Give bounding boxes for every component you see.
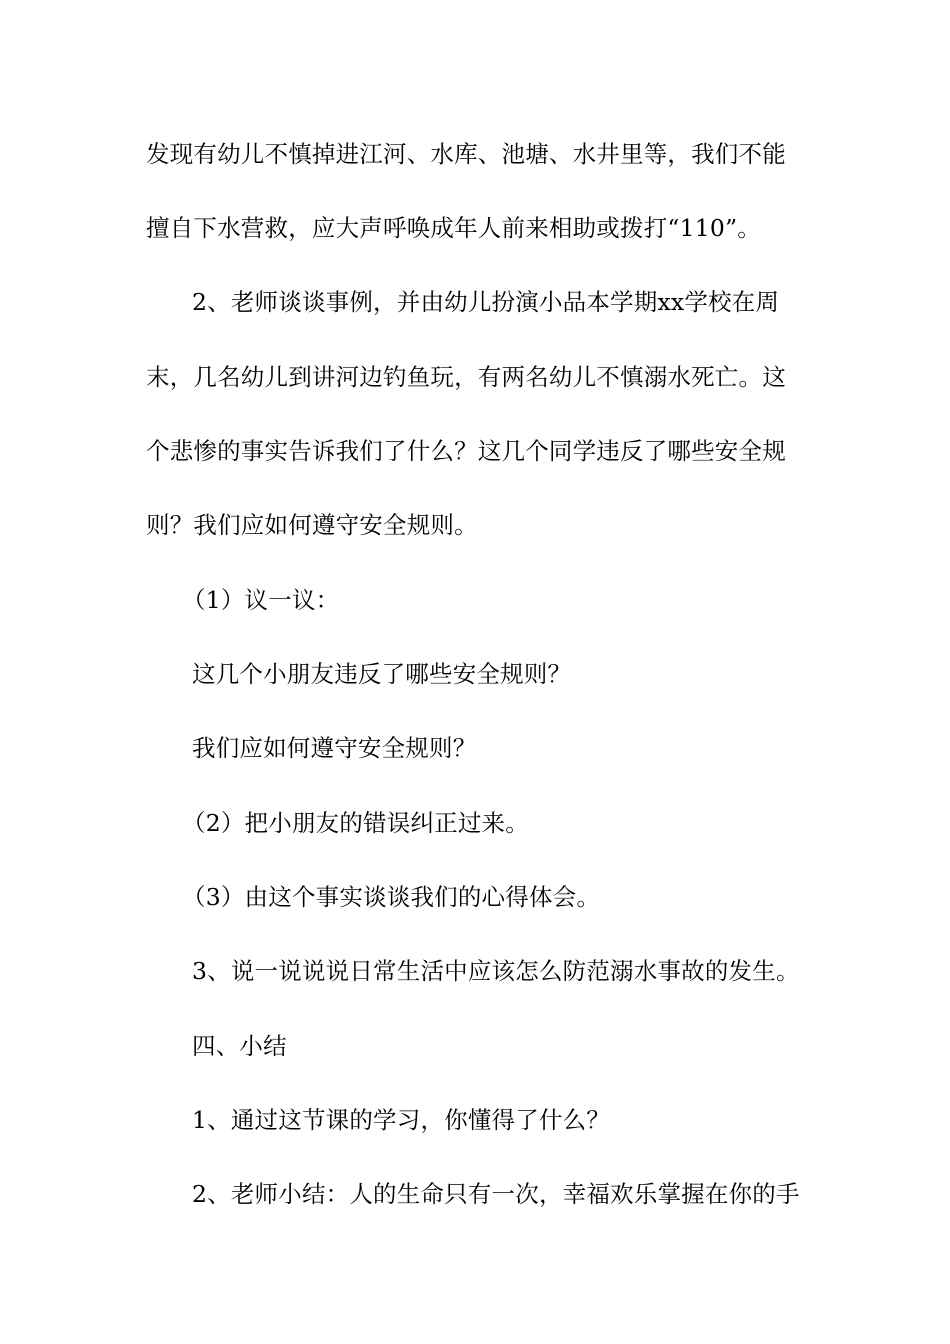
paragraph-line: （2）把小朋友的错误纠正过来。 <box>182 809 529 837</box>
paragraph-line: （1）议一议： <box>182 586 340 614</box>
section-heading: 四、小结 <box>192 1032 287 1060</box>
paragraph-line: 2、老师谈谈事例，并由幼儿扮演小品本学期xx学校在周 <box>192 288 780 316</box>
paragraph-line: 末，几名幼儿到讲河边钓鱼玩，有两名幼儿不慎溺水死亡。这 <box>146 363 786 391</box>
paragraph-line: 擅自下水营救，应大声呼唤成年人前来相助或拨打“110”。 <box>146 214 761 242</box>
paragraph-line: 我们应如何遵守安全规则？ <box>192 734 477 762</box>
paragraph-line: 个悲惨的事实告诉我们了什么？这几个同学违反了哪些安全规 <box>146 437 786 465</box>
paragraph-line: （3）由这个事实谈谈我们的心得体会。 <box>182 883 601 911</box>
paragraph-line: 这几个小朋友违反了哪些安全规则？ <box>192 660 572 688</box>
paragraph-line: 发现有幼儿不慎掉进江河、水库、池塘、水井里等，我们不能 <box>146 140 786 168</box>
paragraph-line: 3、说一说说说日常生活中应该怎么防范溺水事故的发生。 <box>192 957 800 985</box>
paragraph-line: 1、通过这节课的学习，你懂得了什么？ <box>192 1106 611 1134</box>
paragraph-line: 则？我们应如何遵守安全规则。 <box>146 511 478 539</box>
paragraph-line: 2、老师小结：人的生命只有一次，幸福欢乐掌握在你的手 <box>192 1180 800 1208</box>
